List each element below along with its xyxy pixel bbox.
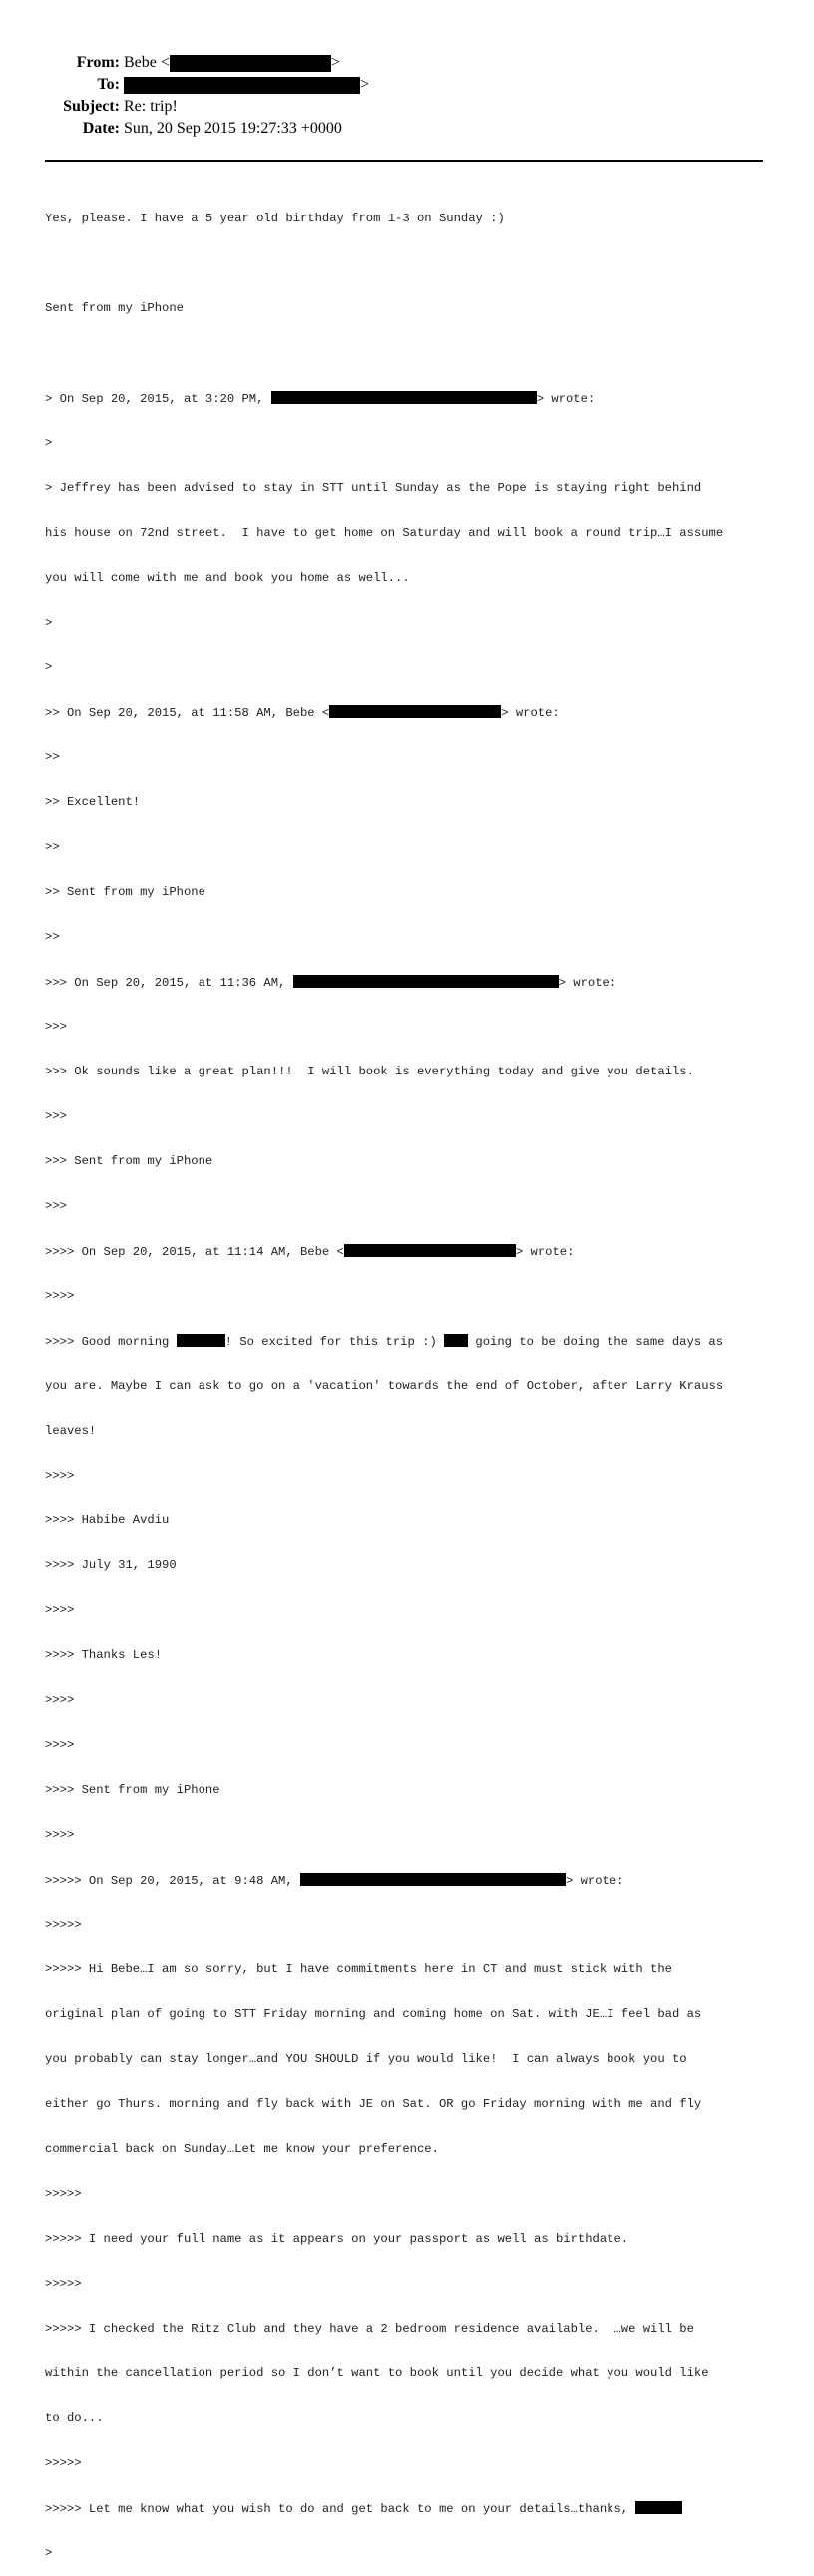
body-line: >>>> bbox=[45, 1469, 75, 1483]
body-line: >>>>> bbox=[45, 2277, 82, 2291]
body-line: >>> bbox=[45, 1199, 67, 1213]
body-line: >>>>> bbox=[45, 2456, 82, 2470]
body-line: >>> Ok sounds like a great plan!!! I will book is everything today and give you details. bbox=[45, 1065, 694, 1078]
redaction-box bbox=[124, 77, 360, 94]
body-line: >>>> bbox=[45, 1693, 75, 1707]
subject-label: Subject: bbox=[63, 98, 120, 115]
redaction-box bbox=[444, 1334, 468, 1347]
date-value: Sun, 20 Sep 2015 19:27:33 +0000 bbox=[124, 120, 342, 137]
body-line: >>>>> bbox=[45, 1918, 82, 1932]
body-line: leaves! bbox=[45, 1424, 97, 1438]
body-line: >>>> Habibe Avdiu bbox=[45, 1513, 170, 1527]
body-line: >>>> bbox=[45, 1738, 75, 1752]
body-line: >>>>> Let me know what you wish to do and get back to me on your details…thanks, bbox=[45, 2501, 783, 2516]
body-line bbox=[45, 256, 783, 271]
body-line: > bbox=[45, 2546, 53, 2560]
body-line: > bbox=[45, 660, 53, 674]
redaction-box bbox=[170, 55, 331, 72]
body-line: >> bbox=[45, 840, 60, 854]
from-label: From: bbox=[76, 54, 120, 71]
body-line: > bbox=[45, 616, 53, 630]
body-line: commercial back on Sunday…Let me know your preference. bbox=[45, 2142, 439, 2156]
body-line: >>>> Thanks Les! bbox=[45, 1648, 163, 1662]
body-line: >> bbox=[45, 930, 60, 944]
redaction-box bbox=[344, 1244, 516, 1257]
body-line: >> On Sep 20, 2015, at 11:58 AM, Bebe < > wrote: bbox=[45, 706, 560, 720]
body-line: >>>> Sent from my iPhone bbox=[45, 1783, 220, 1797]
body-line: >>>> On Sep 20, 2015, at 11:14 AM, Bebe < > wrote: bbox=[45, 1245, 575, 1259]
body-line: original plan of going to STT Friday morning and coming home on Sat. with JE…I feel bad as bbox=[45, 2007, 702, 2021]
to-label: To: bbox=[97, 76, 120, 93]
body-line: >> Sent from my iPhone bbox=[45, 885, 205, 899]
body-line: Sent from my iPhone bbox=[45, 301, 184, 315]
redaction-box bbox=[177, 1334, 225, 1347]
body-line: either go Thurs. morning and fly back with JE on Sat. OR go Friday morning with me and fly bbox=[45, 2097, 702, 2111]
redaction-box bbox=[293, 975, 559, 988]
from-value: Bebe < > bbox=[124, 54, 340, 71]
body-line: you probably can stay longer…and YOU SHOULD if you would like! I can always book you to bbox=[45, 2052, 687, 2066]
redaction-box bbox=[300, 1873, 566, 1886]
body-line: >>>>> Hi Bebe…I am so sorry, but I have commitments here in CT and must stick with the bbox=[45, 1962, 672, 1976]
to-value: > bbox=[124, 74, 369, 96]
subject-value: Re: trip! bbox=[124, 98, 178, 115]
body-line: >>> bbox=[45, 1020, 67, 1034]
redaction-box bbox=[329, 705, 501, 718]
date-label: Date: bbox=[82, 120, 120, 137]
body-line: >>>> Good morning ! So excited for this trip :) going to be doing the same days as bbox=[45, 1335, 724, 1349]
body-line: to do... bbox=[45, 2411, 104, 2425]
body-line: >> Excellent! bbox=[45, 795, 141, 809]
body-line: >> bbox=[45, 750, 60, 764]
body-line: within the cancellation period so I don’t want to book until you decide what you would like bbox=[45, 2366, 709, 2380]
body-line: >>>>> On Sep 20, 2015, at 9:48 AM, > wrote: bbox=[45, 1874, 624, 1888]
body-line: >>> On Sep 20, 2015, at 11:36 AM, > wrote: bbox=[45, 976, 617, 990]
body-line: >>>>> bbox=[45, 2187, 82, 2201]
body-line: his house on 72nd street. I have to get home on Saturday and will book a round trip…I assume bbox=[45, 526, 724, 540]
body-line: > Jeffrey has been advised to stay in STT until Sunday as the Pope is staying right behind bbox=[45, 481, 702, 495]
body-line: >>>> bbox=[45, 1289, 75, 1303]
body-line: >>>>> I checked the Ritz Club and they have a 2 bedroom residence available. …we will be bbox=[45, 2322, 694, 2336]
redaction-box bbox=[635, 2501, 682, 2514]
body-line: >>>> bbox=[45, 1603, 75, 1617]
redaction-box bbox=[271, 391, 537, 404]
body-line: >>> Sent from my iPhone bbox=[45, 1154, 213, 1168]
body-line: > bbox=[45, 436, 53, 450]
body-line: you are. Maybe I can ask to go on a 'vacation' towards the end of October, after Larry Krauss bbox=[45, 1379, 724, 1393]
body-line: Yes, please. I have a 5 year old birthday from 1-3 on Sunday :) bbox=[45, 212, 505, 225]
body-line: you will come with me and book you home as well... bbox=[45, 571, 410, 585]
body-line bbox=[45, 346, 783, 361]
header-divider bbox=[45, 160, 763, 162]
body-line: >>>>> I need your full name as it appears on your passport as well as birthdate. bbox=[45, 2232, 629, 2246]
body-line: > On Sep 20, 2015, at 3:20 PM, > wrote: bbox=[45, 392, 596, 406]
body-line: >>> bbox=[45, 1109, 67, 1123]
email-body bbox=[45, 182, 783, 2576]
body-line: >>>> July 31, 1990 bbox=[45, 1558, 177, 1572]
body-line: >>>> bbox=[45, 1828, 75, 1842]
